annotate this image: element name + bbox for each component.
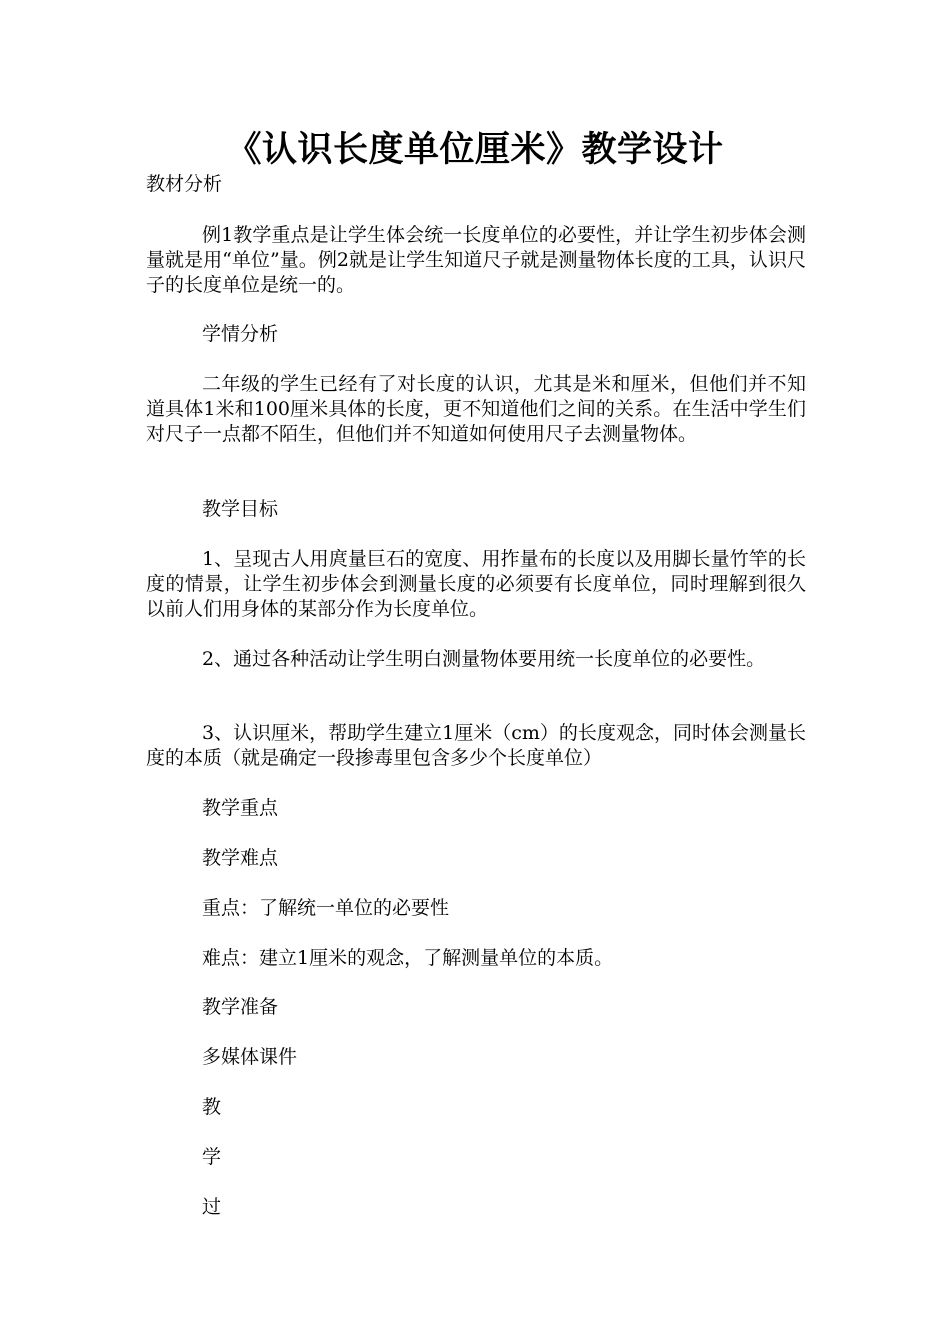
process-char-3: 过 [202,1196,222,1218]
paragraph-student-analysis: 二年级的学生已经有了对长度的认识，尤其是米和厘米，但他们并不知道具体1米和100厘米具体的长度，更不知道他们之间的关系。在生活中学生们对尺子一点都不陌生，但他们并不知道如何使用尺子去测量物体。 [146,373,806,445]
difficult-point-line: 难点：建立1厘米的观念，了解测量单位的本质。 [202,947,614,969]
goal-item-3: 3、认识厘米，帮助学生建立1厘米（cm）的长度观念，同时体会测量长度的本质（就是确定一段掺毒里包含多少个长度单位） [146,722,806,769]
goal-item-2: 2、通过各种活动让学生明白测量物体要用统一长度单位的必要性。 [202,648,766,670]
process-char-2: 学 [202,1146,222,1168]
prep-item-line: 多媒体课件 [202,1046,298,1068]
section-heading-difficulty: 教学难点 [202,847,279,869]
key-point-line: 重点：了解统一单位的必要性 [202,897,450,919]
section-heading-key: 教学重点 [202,797,279,819]
section-heading-material: 教材分析 [146,173,223,195]
goal-item-1: 1、呈现古人用庹量巨石的宽度、用拃量布的长度以及用脚长量竹竿的长度的情景，让学生初步体会到测量长度的必须要有长度单位，同时理解到很久以前人们用身体的某部分作为长度单位。 [146,548,806,620]
section-heading-goals: 教学目标 [202,498,279,520]
process-char-1: 教 [202,1096,222,1118]
document-title: 《认识长度单位厘米》教学设计 [226,130,724,170]
paragraph-material-analysis: 例1教学重点是让学生体会统一长度单位的必要性，并让学生初步体会测量就是用“单位”量。例2就是让学生知道尺子就是测量物体长度的工具，认识尺子的长度单位是统一的。 [146,224,806,296]
section-heading-prep: 教学准备 [202,996,279,1018]
section-heading-students: 学情分析 [202,323,279,345]
